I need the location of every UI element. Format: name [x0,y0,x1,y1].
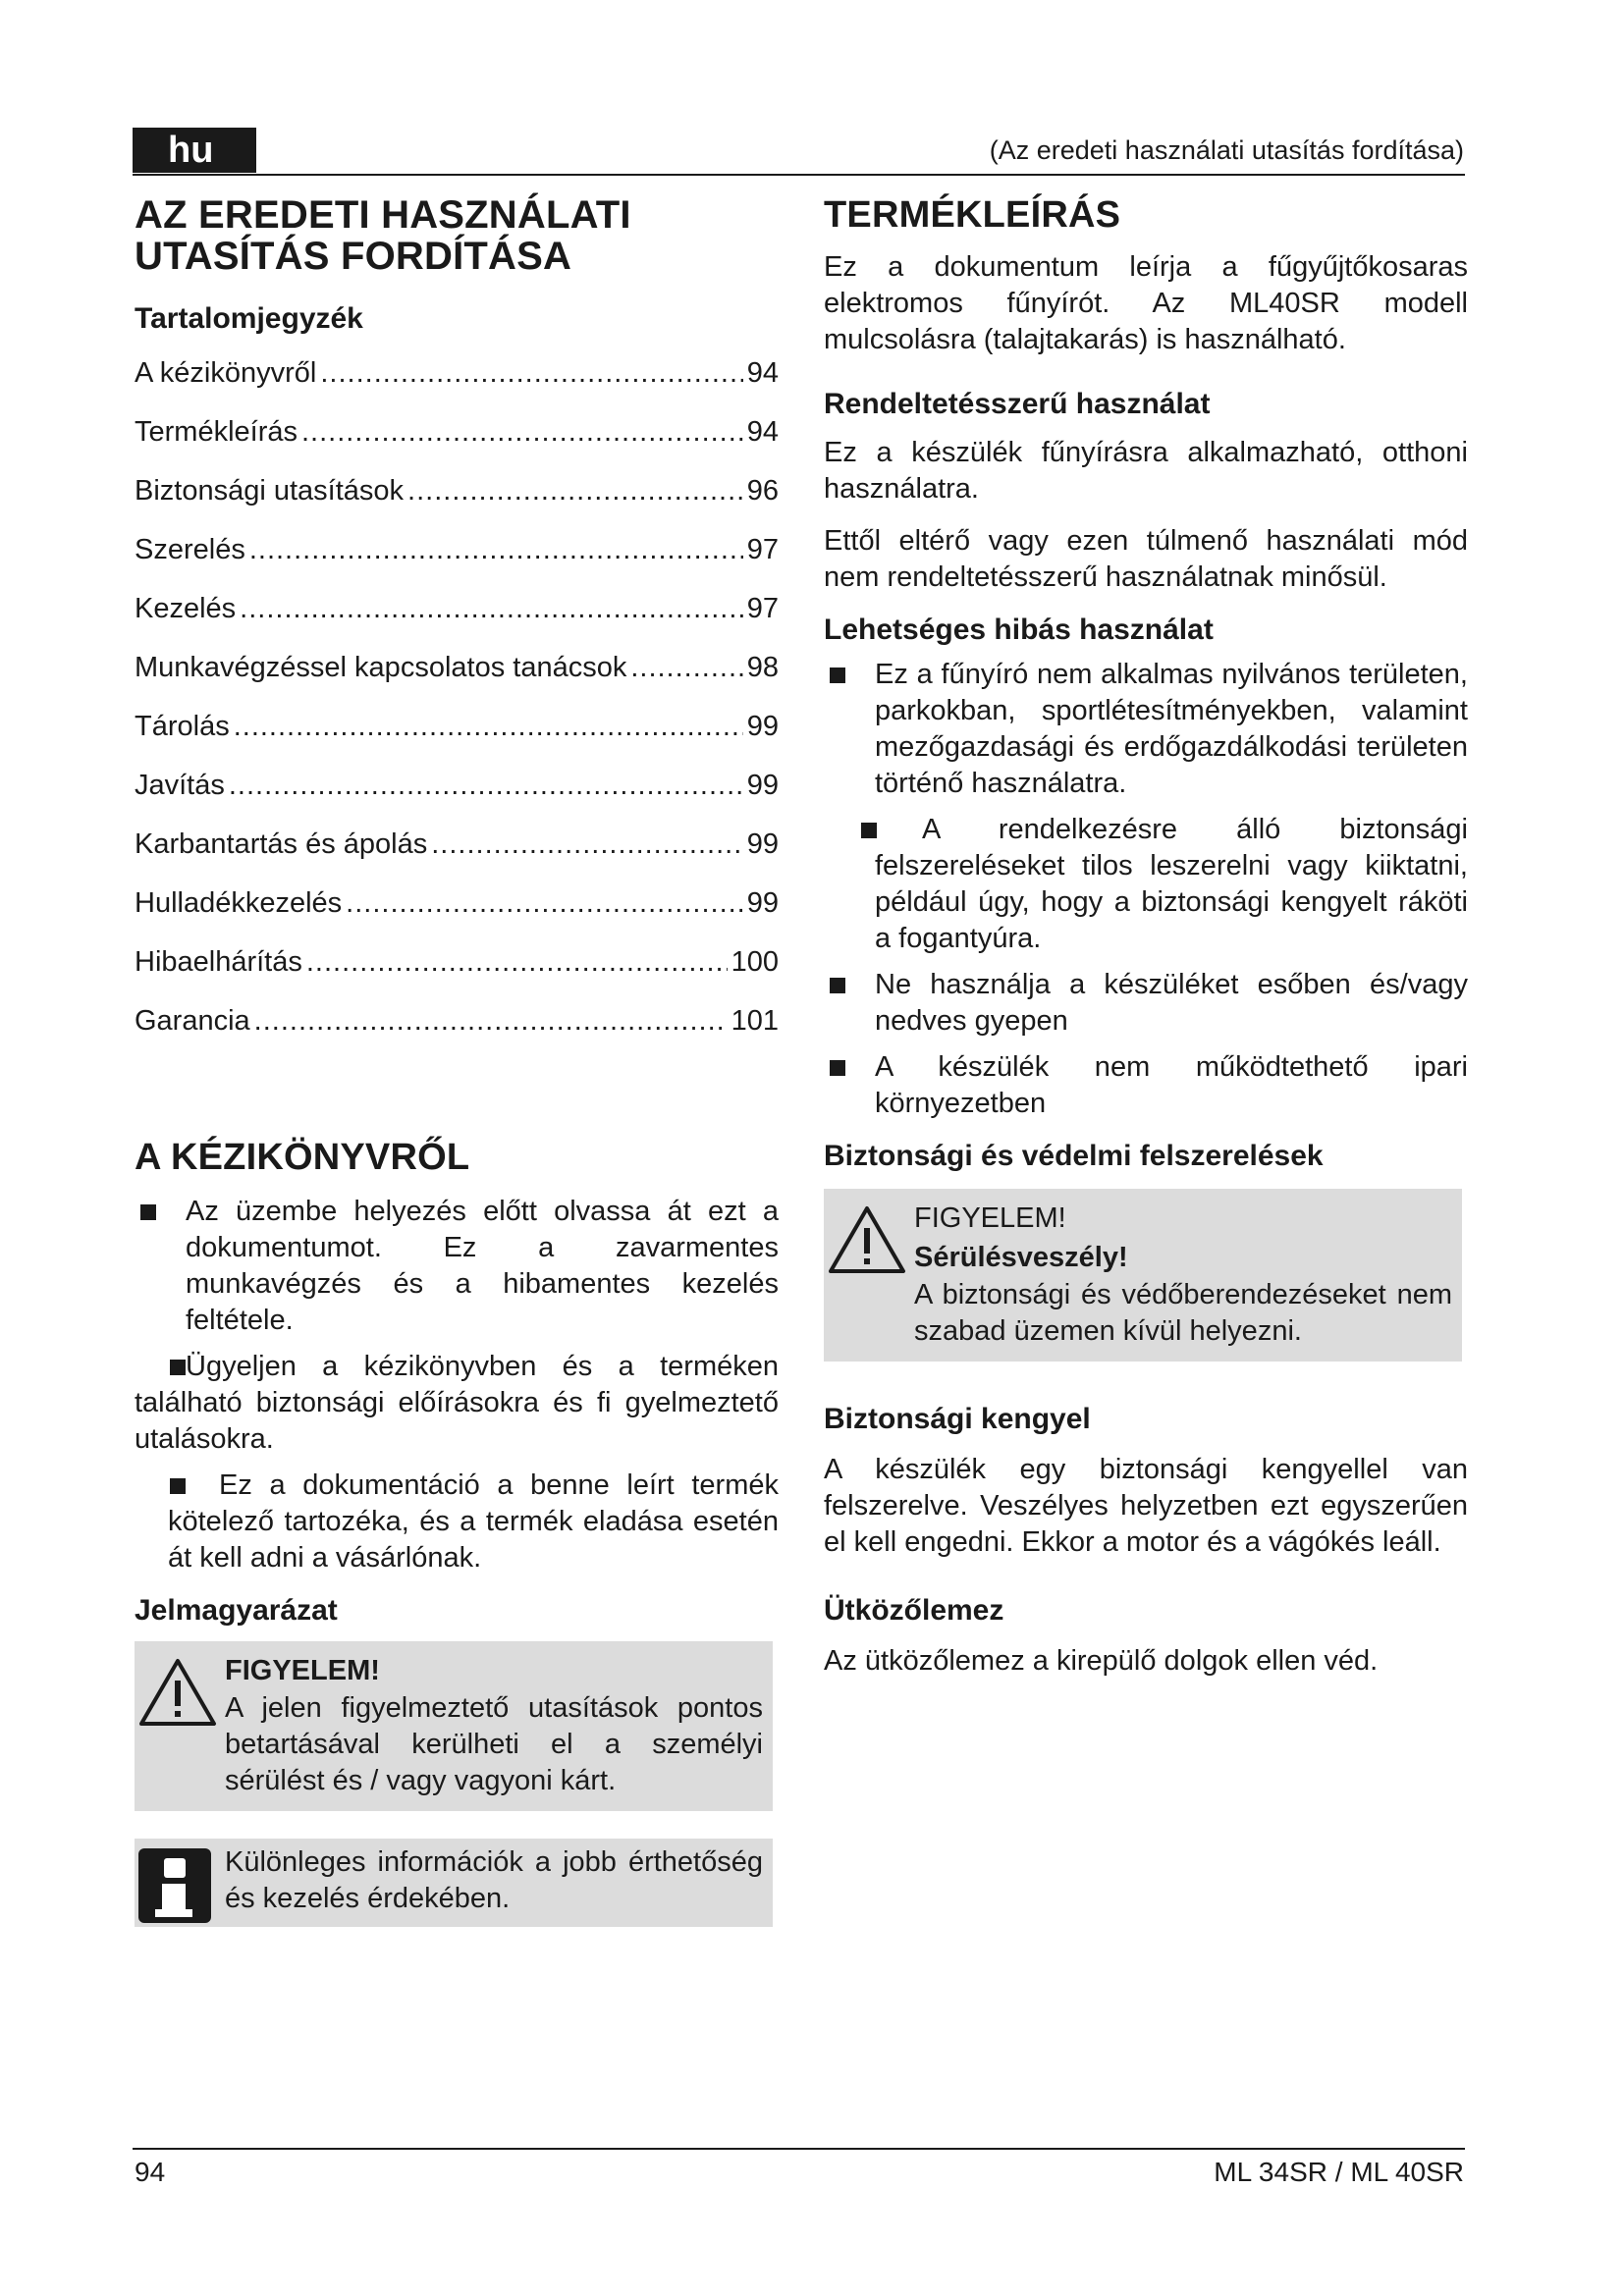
toc-page: 101 [731,1005,779,1037]
bullet-text: Ez a fűnyíró nem alkalmas nyilvános területen, parkokban, sportlétesítményekben, valamint mezőgazdasági és erdőgazdálkodási területen történő használatra. [875,659,1468,799]
manual-heading: A KÉZIKÖNYVRŐL [135,1137,470,1178]
toc-page: 99 [746,711,779,742]
bullet-text: Az üzembe helyezés előtt olvassa át ezt a dokumentumot. Ez a zavarmentes munkavégzés és a hibamentes kezelés feltétele. [186,1196,779,1336]
toc-page: 99 [746,887,779,919]
info-icon [138,1848,211,1923]
info-text: Különleges információk a jobb érthetőség és kezelés érdekében. [225,1846,763,1914]
warning-text: A jelen figyelmeztető utasítások pontos betartásával kerülheti el a személyi sérülést és / vagy vagyoni kárt. [225,1692,763,1796]
toc-heading: Tartalomjegyzék [135,302,363,335]
toc-page: 99 [746,828,779,860]
list-item [824,812,1468,957]
misuse-heading: Lehetséges hibás használat [824,614,1214,646]
safety-warning-subtitle: Sérülésveszély! [914,1242,1128,1273]
list-item [824,1049,1468,1122]
bail-text: A készülék egy biztonsági kengyellel van felszerelve. Veszélyes helyzetben ezt egyszerűen el kell engedni. Ekkor a motor és a vágókés leáll. [824,1454,1468,1558]
toc-label: Javítás [135,770,225,801]
toc-label: Hulladékkezelés [135,887,343,919]
toc-entry[interactable] [135,402,779,461]
header-title: (Az eredeti használati utasítás fordítása) [989,135,1464,165]
safety-warning-title: FIGYELEM! [914,1202,1066,1234]
toc-label: Kezelés [135,593,237,624]
toc-label: Hibaelhárítás [135,946,302,978]
warning-box [135,1641,773,1811]
toc-label: Biztonsági utasítások [135,475,405,507]
toc-page: 97 [746,593,779,624]
info-box [135,1839,773,1927]
toc-label: Tárolás [135,711,230,742]
left-column [135,194,779,1927]
warning-title: FIGYELEM! [225,1655,380,1686]
list-item [135,1349,779,1458]
bullet-text: Ne használja a készüléket esőben és/vagy nedves gyepen [875,969,1468,1037]
toc-entry[interactable] [135,991,779,1050]
warning-triangle-icon [138,1657,217,1728]
right-column [824,194,1468,1680]
bullet-square-icon [830,978,845,993]
bullet-square-icon [140,1204,156,1220]
toc-label: Karbantartás és ápolás [135,828,428,860]
toc-label: A kézikönyvről [135,357,317,389]
bullet-square-icon [830,667,845,683]
main-title [135,194,779,277]
toc-label: Szerelés [135,534,245,565]
intended-use-text-2: Ettől eltérő vagy ezen túlmenő használati mód nem rendeltetésszerű használatnak minősül. [824,525,1468,593]
product-text: Ez a dokumentum leírja a fűgyűjtőkosaras elektromos fűnyírót. Az ML40SR modell mulcsolásra (talajtakarás) is használható. [824,251,1468,355]
bullet-square-icon [861,823,877,838]
bullet-text: Ügyeljen a kézikönyvben és a terméken található biztonsági előírásokra és fi gyelmeztető utalásokra. [135,1351,779,1455]
intended-use-heading: Rendeltetésszerű használat [824,388,1211,420]
list-item [135,1194,779,1339]
safety-warning-box [824,1189,1462,1362]
toc-page: 98 [746,652,779,683]
toc-page: 100 [731,946,779,978]
model-name: ML 34SR / ML 40SR [1214,2157,1464,2187]
header-divider [133,174,1465,176]
manual-bullet-list [135,1194,779,1576]
toc-page: 97 [746,534,779,565]
toc-entry[interactable] [135,461,779,520]
toc-page: 99 [746,770,779,801]
toc-page: 94 [746,416,779,448]
bullet-square-icon [170,1360,186,1375]
main-title-line2: UTASÍTÁS FORDÍTÁSA [135,235,572,278]
page-number: 94 [135,2157,166,2187]
misuse-bullet-list [824,657,1468,1122]
deflector-text: Az ütközőlemez a kirepülő dolgok ellen véd. [824,1645,1379,1677]
toc-entry[interactable] [135,638,779,697]
bullet-text: A készülék nem működtethető ipari környezetben [875,1051,1468,1119]
bullet-text: Ez a dokumentáció a benne leírt termék kötelező tartozéka, és a termék eladása esetén át kell adni a vásárlónak. [168,1469,779,1574]
footer-divider [133,2148,1465,2150]
legend-heading: Jelmagyarázat [135,1594,338,1627]
list-item [824,657,1468,802]
deflector-heading: Ütközőlemez [824,1594,1004,1627]
toc-entry[interactable] [135,815,779,874]
toc-entry[interactable] [135,344,779,402]
toc-entry[interactable] [135,874,779,933]
bullet-square-icon [830,1060,845,1076]
safety-equipment-heading: Biztonsági és védelmi felszerelések [824,1140,1324,1172]
table-of-contents [135,344,779,1050]
warning-triangle-icon [828,1204,906,1275]
toc-page: 94 [746,357,779,389]
bullet-text: A rendelkezésre álló biztonsági felszereléseket tilos leszerelni vagy kiiktatni, például úgy, hogy a biztonsági kengyelt ráköti a fogantyúra. [875,814,1468,954]
list-item [824,967,1468,1040]
safety-warning-text: A biztonsági és védőberendezéseket nem szabad üzemen kívül helyezni. [914,1279,1452,1347]
bullet-square-icon [170,1478,186,1494]
toc-label: Termékleírás [135,416,298,448]
product-heading: TERMÉKLEÍRÁS [824,194,1121,236]
toc-entry[interactable] [135,933,779,991]
main-title-line1: AZ EREDETI HASZNÁLATI [135,193,631,237]
list-item [135,1468,779,1576]
language-badge: hu [133,128,256,173]
toc-label: Garancia [135,1005,250,1037]
bail-heading: Biztonsági kengyel [824,1403,1091,1435]
toc-page: 96 [746,475,779,507]
toc-entry[interactable] [135,756,779,815]
toc-entry[interactable] [135,579,779,638]
intended-use-text-1: Ez a készülék fűnyírásra alkalmazható, otthoni használatra. [824,437,1468,505]
toc-entry[interactable] [135,520,779,579]
toc-entry[interactable] [135,697,779,756]
toc-label: Munkavégzéssel kapcsolatos tanácsok [135,652,627,683]
